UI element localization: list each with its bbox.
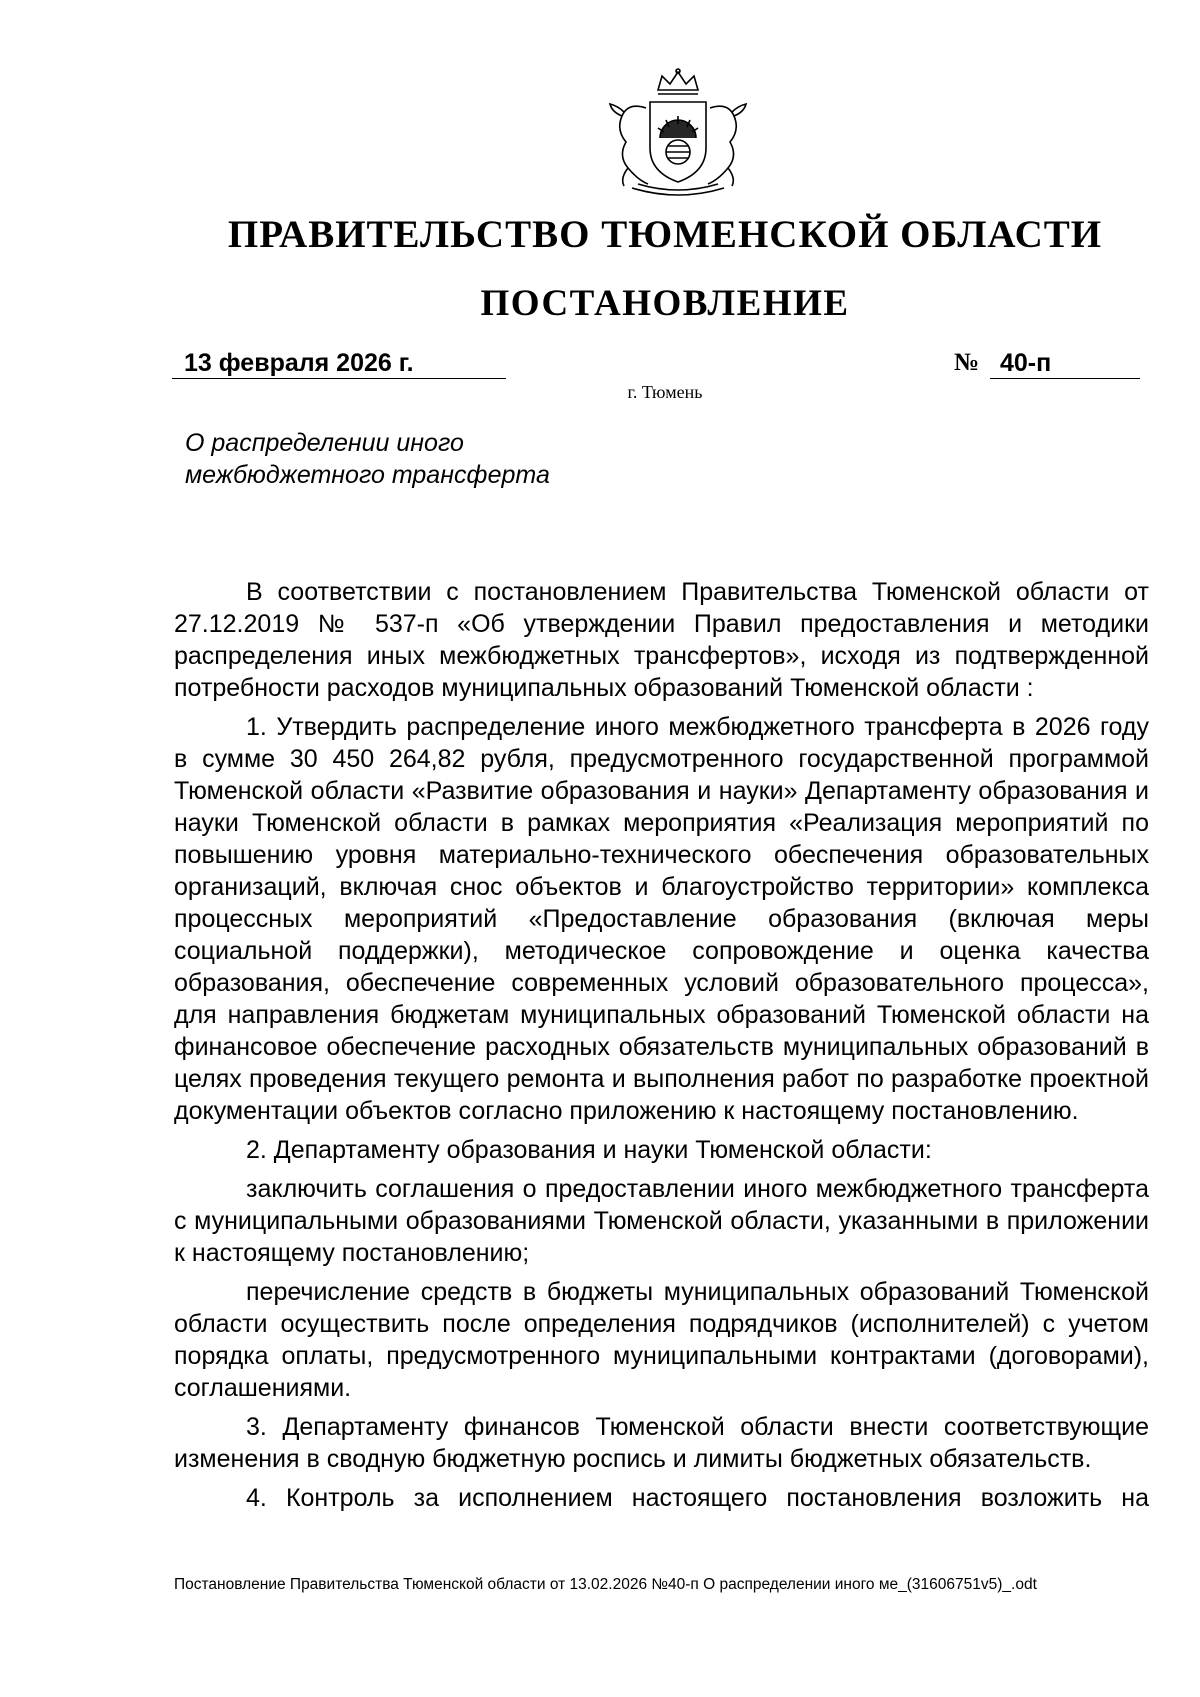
coat-of-arms-emblem — [598, 68, 758, 203]
item-1-paragraph: 1. Утвердить распределение иного межбюджетного трансферта в 2026 году в сумме 30 450 264,82 рубля, предусмотренного государственной программой Тюменской области «Развитие образования и науки» Департаменту образования и науки Тюменской области в рамках мероприятия «Реализация мероприятий по повышению уровня материально-технического обеспечения образовательных организаций, включая снос объектов и благоустройство территории» комплекса процессных мероприятий «Предоставление образования (включая меры социальной поддержки), методическое сопровождение и оценка качества образования, обеспечение современных условий образовательного процесса», для направления бюджетам муниципальных образований Тюменской области на финансовое обеспечение расходных обязательств муниципальных образований в целях проведения текущего ремонта и выполнения работ по разработке проектной документации объектов согласно приложению к настоящему постановлению. — [174, 713, 1149, 1125]
document-kind-title: ПОСТАНОВЛЕНИЕ — [480, 283, 850, 324]
preamble-paragraph: В соответствии с постановлением Правительства Тюменской области от 27.12.2019 № 537-п «Об утверждении Правил предоставления и методики распределения иных межбюджетных трансфертов», исходя из подтвержденной потребности расходов муниципальных образований Тюменской области : — [174, 578, 1149, 702]
subject-line-2: межбюджетного трансферта — [185, 461, 550, 489]
item-2b-paragraph: перечисление средств в бюджеты муниципальных образований Тюменской области осуществить после определения подрядчиков (исполнителей) с учетом порядка оплаты, предусмотренного муниципальными контрактами (договорами), соглашениями. — [174, 1278, 1149, 1402]
document-city: г. Тюмень — [627, 382, 703, 402]
item-2-paragraph: 2. Департаменту образования и науки Тюменской области: — [246, 1136, 932, 1164]
document-date: 13 февраля 2026 г. — [172, 348, 506, 379]
item-2a-paragraph: заключить соглашения о предоставлении иного межбюджетного трансферта с муниципальными образованиями Тюменской области, указанными в приложении к настоящему постановлению; — [174, 1175, 1149, 1267]
document-body — [174, 576, 1149, 1521]
page-footer: Постановление Правительства Тюменской области от 13.02.2026 №40-п О распределении иного ме_(31606751v5)_.odt — [174, 1576, 1037, 1593]
document-number: 40-п — [990, 348, 1140, 379]
document-subject — [185, 427, 605, 491]
subject-line-1: О распределении иного — [185, 429, 464, 457]
number-sign: № — [954, 349, 980, 376]
item-4-paragraph: 4. Контроль за исполнением настоящего постановления возложить на — [246, 1484, 1149, 1512]
item-3-paragraph: 3. Департаменту финансов Тюменской области внести соответствующие изменения в сводную бюджетную роспись и лимиты бюджетных обязательств. — [174, 1413, 1149, 1473]
government-title: ПРАВИТЕЛЬСТВО ТЮМЕНСКОЙ ОБЛАСТИ — [227, 213, 1103, 256]
